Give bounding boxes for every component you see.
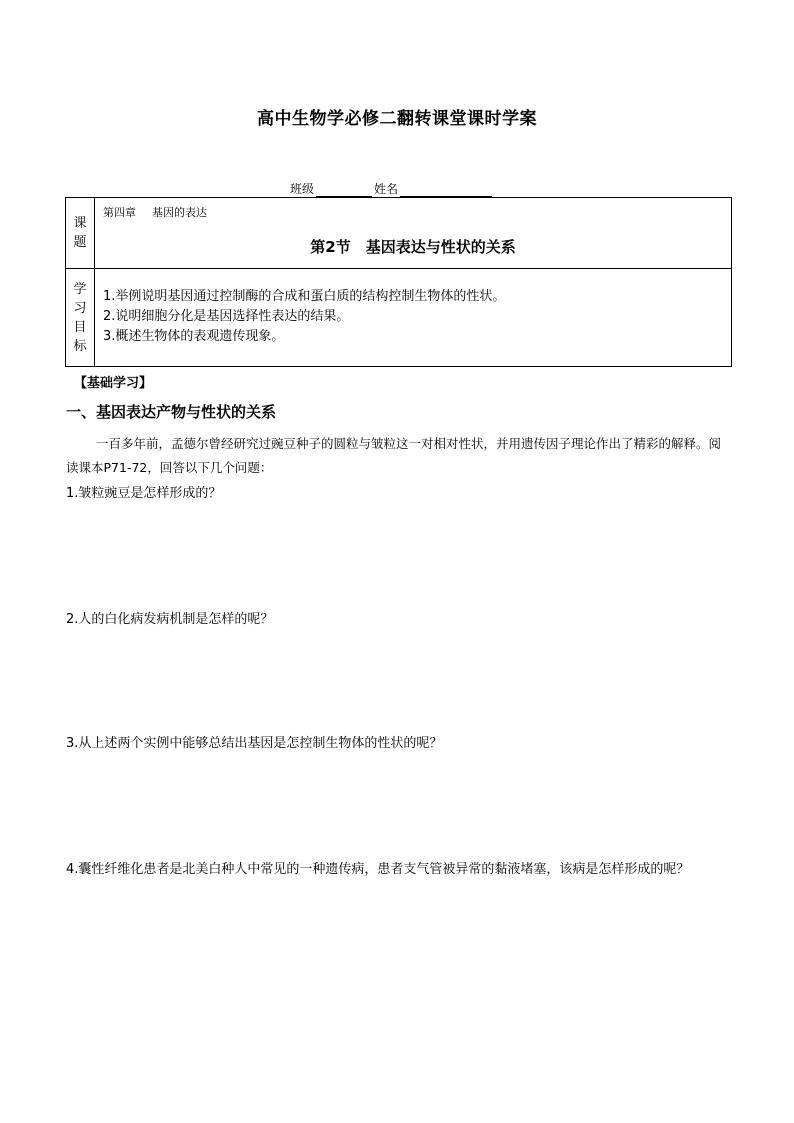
chapter-label	[103, 204, 207, 220]
name-label: 姓名	[374, 182, 399, 196]
objectives-header: 学 习 目 标	[66, 269, 95, 366]
question-4: 4.囊性纤维化患者是北美白种人中常见的一种遗传病，患者支气管被异常的黏液堵塞，该病是怎样形成的呢？	[66, 862, 690, 877]
question-3: 3.从上述两个实例中能够总结出基因是怎控制生物体的性状的呢？	[66, 736, 443, 751]
question-1: 1.皱粒豌豆是怎样形成的？	[66, 486, 222, 501]
objectives-list	[103, 287, 505, 347]
name-blank[interactable]	[400, 182, 492, 197]
question-2: 2.人的白化病发病机制是怎样的呢？	[66, 612, 274, 627]
section-title: 第2节 基因表达与性状的关系	[310, 238, 516, 256]
intro-paragraph: 一百多年前，孟德尔曾经研究过豌豆种子的圆粒与皱粒这一对相对性状，并用遗传因子理论作出了精彩的解释。阅读课本P71-72，回答以下几个问题：	[66, 436, 722, 475]
chapter-number: 第四章	[103, 206, 136, 219]
objective-item: 2.说明细胞分化是基因选择性表达的结果。	[103, 309, 350, 324]
topic-header: 课 题	[66, 198, 95, 268]
chapter-name: 基因的表达	[152, 206, 207, 219]
objective-item: 1.举例说明基因通过控制酶的合成和蛋白质的结构控制生物体的性状。	[103, 289, 506, 304]
basic-learning-label: 【基础学习】	[74, 376, 153, 391]
topic-row	[66, 198, 731, 269]
section-heading: 一、基因表达产物与性状的关系	[66, 403, 277, 421]
page-title: 高中生物学必修二翻转课堂课时学案	[257, 109, 537, 129]
objectives-row	[66, 269, 731, 366]
class-name-line	[290, 180, 492, 197]
objective-item: 3.概述生物体的表观遗传现象。	[103, 329, 285, 344]
class-label: 班级	[290, 182, 315, 196]
class-blank[interactable]	[316, 182, 372, 197]
lesson-info-table	[65, 197, 732, 367]
